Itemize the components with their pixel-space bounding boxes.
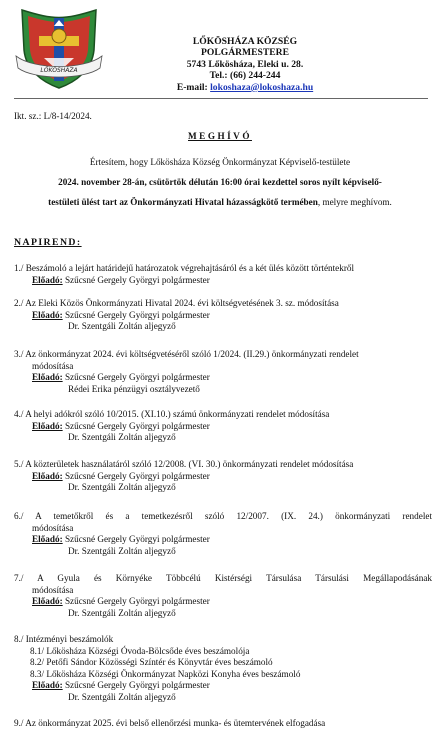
presenter-label: Előadó: (32, 372, 63, 383)
agenda-item-text: 3./ Az önkormányzat 2024. évi költségvetéséről szóló 1/2024. (II.29.) önkormányzati rendelet (14, 349, 359, 359)
presenter-notary: Dr. Szentgáli Zoltán aljegyző (68, 432, 176, 443)
agenda-item-text: 2./ Az Eleki Közös Önkormányzati Hivatal 2024. évi költségvetésének 3. sz. módosítása (14, 298, 339, 308)
presenter-notary: Dr. Szentgáli Zoltán aljegyző (68, 691, 176, 702)
document-title: MEGHÍVÓ (188, 131, 252, 141)
presenter-line (14, 421, 432, 433)
presenter-mayor: Szűcsné Gergely Györgyi polgármester (64, 680, 210, 691)
reference-number: Ikt. sz.: L/8-14/2024. (14, 111, 92, 121)
agenda-item-text: 4./ A helyi adókról szóló 10/2015. (XI.10.) számú önkormányzati rendelet módosítása (14, 409, 330, 419)
agenda-item-3 (14, 349, 432, 395)
presenter-line (14, 596, 432, 608)
intro-line-2: 2024. november 28-án, csütörtök délután 16:00 órai kezdettel soros nyílt képviselő- (58, 177, 382, 187)
presenter-line (14, 471, 432, 483)
presenter-label: Előadó: (32, 309, 63, 320)
agenda-subitem: 8.3/ Lőkösháza Községi Önkormányzat Napközi Konyha éves beszámoló (30, 668, 301, 679)
agenda-item-4 (14, 409, 432, 444)
presenter-label: Előadó: (32, 274, 63, 285)
presenter-line (14, 680, 432, 692)
agenda-item-2 (14, 298, 432, 333)
agenda-item-text: 1./ Beszámoló a lejárt határidejű határozatok végrehajtásáról és a két ülés között történtekről (14, 263, 355, 273)
presenter-label: Előadó: (32, 534, 63, 545)
agenda-item-text-cont: módosítása (32, 522, 74, 533)
agenda-item-text: 6./ A temetőkről és a temetkezésről szóló 12/2007. (IX. 24.) önkormányzati rendelet (14, 511, 432, 521)
email-label: E-mail: (176, 81, 208, 93)
agenda-item-5 (14, 459, 432, 494)
agenda-item-7 (14, 573, 432, 619)
presenter-mayor: Szűcsné Gergely Györgyi polgármester (64, 309, 210, 320)
municipality-name: LŐKÖSHÁZA KÖZSÉG (192, 36, 298, 47)
presenter-notary: Dr. Szentgáli Zoltán aljegyző (68, 607, 176, 618)
presenter-finance: Rédei Erika pénzügyi osztályvezető (68, 383, 200, 394)
presenter-line (14, 275, 432, 287)
presenter-label: Előadó: (32, 470, 63, 481)
header-divider (14, 98, 428, 99)
presenter-mayor: Szűcsné Gergely Györgyi polgármester (64, 596, 210, 607)
presenter-line (14, 310, 432, 322)
presenter-label: Előadó: (32, 596, 63, 607)
agenda-title: NAPIREND: (14, 237, 82, 248)
letterhead (120, 36, 370, 93)
presenter-label: Előadó: (32, 680, 63, 691)
agenda-item-text: 9./ Az önkormányzat 2025. évi belső ellenőrzési munka- és ütemtervének elfogadása (14, 718, 326, 728)
agenda-item-6 (14, 511, 432, 557)
presenter-mayor: Szűcsné Gergely Györgyi polgármester (64, 470, 210, 481)
intro-line-3-bold: testületi ülést tart az Önkormányzati Hivatal házasságkötő termében (48, 197, 318, 207)
presenter-notary: Dr. Szentgáli Zoltán aljegyző (68, 321, 176, 332)
coat-of-arms-crest (14, 6, 104, 92)
presenter-mayor: Szűcsné Gergely Györgyi polgármester (64, 534, 210, 545)
agenda-subitem: 8.2/ Petőfi Sándor Közösségi Színtér és Könyvtár éves beszámoló (30, 657, 273, 668)
agenda-item-text: 8./ Intézményi beszámolók (14, 634, 114, 644)
email-line (120, 82, 370, 93)
phone: Tel.: (66) 244-244 (209, 70, 281, 82)
agenda-item-9 (14, 718, 432, 730)
agenda-item-8 (14, 634, 432, 704)
agenda-subitem: 8.1/ Lőkösháza Községi Óvoda-Bölcsőde éves beszámolója (30, 645, 250, 656)
presenter-mayor: Szűcsné Gergely Györgyi polgármester (64, 420, 210, 431)
intro-line-3 (0, 196, 440, 208)
presenter-label: Előadó: (32, 420, 63, 431)
address: 5743 Lőkösháza, Eleki u. 28. (186, 58, 304, 70)
crest-ribbon-text: LŐKÖSHÁZA (40, 67, 78, 74)
presenter-line (14, 534, 432, 546)
intro-line-1: Értesítem, hogy Lőkösháza Község Önkormányzat Képviselő-testülete (89, 157, 351, 167)
agenda-item-text-cont: módosítása (32, 360, 74, 371)
presenter-notary: Dr. Szentgáli Zoltán aljegyző (68, 545, 176, 556)
intro-line-3-rest: , melyre meghívom. (317, 197, 392, 207)
email-link[interactable]: lokoshaza@lokoshaza.hu (210, 81, 314, 93)
presenter-notary: Dr. Szentgáli Zoltán aljegyző (68, 482, 176, 493)
agenda-item-text: 5./ A közterületek használatáról szóló 12/2008. (VI. 30.) önkormányzati rendelet módosítása (14, 459, 354, 469)
presenter-mayor: Szűcsné Gergely Györgyi polgármester (64, 372, 210, 383)
agenda-item-1 (14, 263, 432, 286)
agenda-item-text-cont: módosítása (32, 584, 74, 595)
presenter-mayor: Szűcsné Gergely Györgyi polgármester (64, 274, 210, 285)
presenter-line (14, 372, 432, 384)
office-name: POLGÁRMESTERE (201, 47, 289, 59)
agenda-item-text: 7./ A Gyula és Környéke Többcélú Kistérségi Társulása Társulási Megállapodásának (14, 573, 432, 583)
